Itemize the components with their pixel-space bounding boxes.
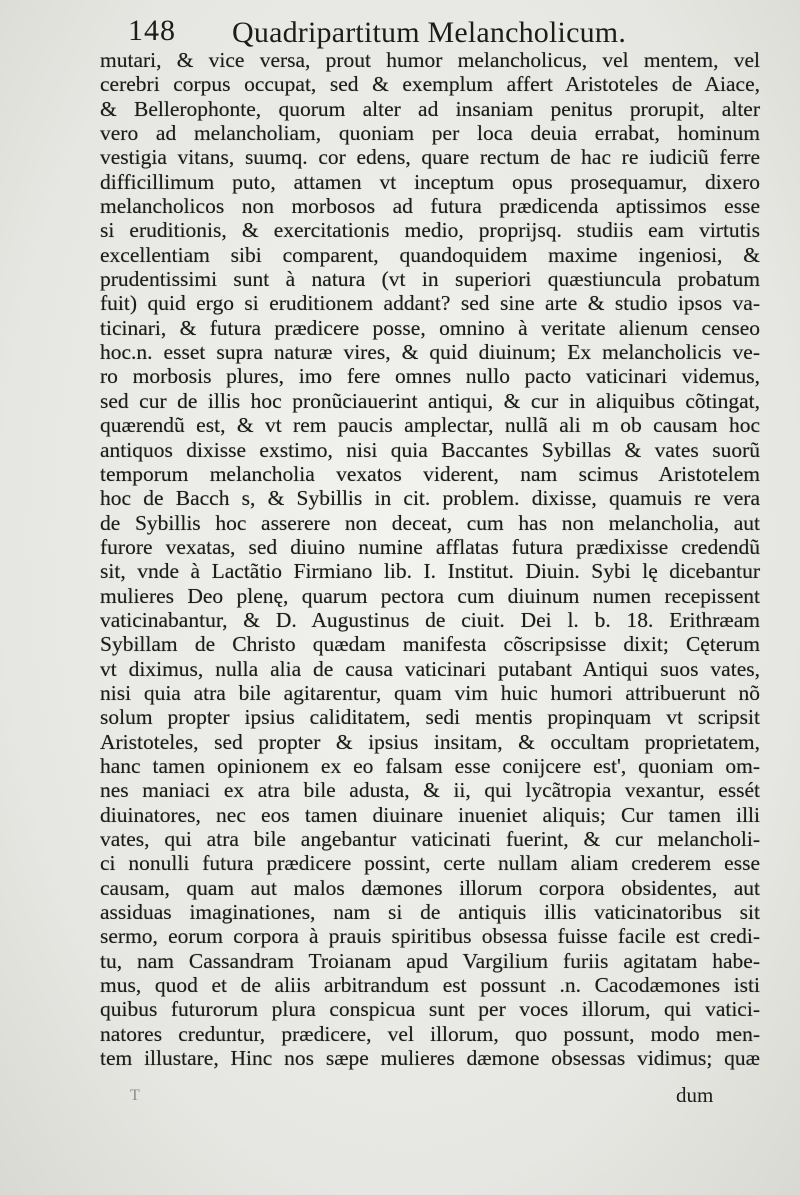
text-line: antiquos dixisse exstimo, nisi quia Baccantes Sybillas & vates suorũ bbox=[100, 437, 760, 462]
text-line: vt diximus, nulla alia de causa vaticinari putabant Antiqui suos vates, bbox=[100, 656, 760, 681]
text-line: hoc.n. esset supra naturæ vires, & quid diuinum; Ex melancholicis ve- bbox=[100, 340, 760, 365]
page-header bbox=[0, 10, 800, 52]
text-line: quibus futurorum plura conspicua sunt per voces illorum, qui vatici- bbox=[100, 997, 760, 1022]
text-line: hanc tamen opinionem ex eo falsam esse conijcere est', quoniam om- bbox=[100, 753, 760, 778]
text-line: tu, nam Cassandram Troianam apud Vargilium furiis agitatam habe- bbox=[100, 948, 760, 973]
text-line: sit, vnde à Lactãtio Firmiano lib. I. Institut. Diuin. Sybi lę dicebantur bbox=[100, 559, 760, 584]
text-line: furore vexatas, sed diuino numine afflatas futura prædixisse credendũ bbox=[100, 534, 760, 559]
text-line: causam, quam aut malos dæmones illorum corpora obsidentes, aut bbox=[100, 875, 760, 900]
catchword: dum bbox=[676, 1083, 714, 1107]
text-line: mulieres Deo plenę, quarum pectora cum diuinum numen recepissent bbox=[100, 583, 760, 608]
text-line: Aristoteles, sed propter & ipsius insitam, & occultam proprietatem, bbox=[100, 729, 760, 754]
text-line: nisi quia atra bile agitarentur, quam vim huic humori attribuerunt nõ bbox=[100, 680, 760, 705]
text-line: natores creduntur, prædicere, vel illorum, quo possunt, modo men- bbox=[100, 1021, 760, 1046]
text-line: vestigia vitans, suumq. cor edens, quare rectum de hac re iudiciũ ferre bbox=[100, 145, 760, 170]
page-number: 148 bbox=[128, 14, 176, 47]
text-line: & Bellerophonte, quorum alter ad insaniam penitus prorupit, alter bbox=[100, 96, 760, 121]
text-line: sermo, eorum corpora à prauis spiritibus obsessa fuisse facile est credi- bbox=[100, 924, 760, 949]
text-line: cerebri corpus occupat, sed & exemplum affert Aristoteles de Aiace, bbox=[100, 72, 760, 97]
text-line: vero ad melancholiam, quoniam per loca deuia errabat, hominum bbox=[100, 121, 760, 146]
text-line: hoc de Bacch s, & Sybillis in cit. problem. dixisse, quamuis re vera bbox=[100, 486, 760, 511]
text-line: solum propter ipsius caliditatem, sedi mentis propinquam vt scripsit bbox=[100, 705, 760, 730]
text-line: excellentiam sibi comparent, quandoquidem maxime ingeniosi, & bbox=[100, 242, 760, 267]
text-line: nes maniaci ex atra bile adusta, & ii, qui lycãtropia vexantur, essét bbox=[100, 778, 760, 803]
text-line: tem illustare, Hinc nos sæpe mulieres dæmone obsessas vidimus; quæ bbox=[100, 1046, 760, 1071]
text-line: sed cur de illis hoc pronũciauerint antiqui, & cur in aliquibus cõtingat, bbox=[100, 388, 760, 413]
text-line: si eruditionis, & exercitationis medio, proprijsq. studiis eam virtutis bbox=[100, 218, 760, 243]
text-line: ci nonulli futura prædicere possint, certe nullam aliam crederem esse bbox=[100, 851, 760, 876]
text-line: de Sybillis hoc asserere non deceat, cum has non melancholia, aut bbox=[100, 510, 760, 535]
text-line: assiduas imaginationes, nam si de antiquis illis vaticinatoribus sit bbox=[100, 900, 760, 925]
text-line: ticinari, & futura prædicere posse, omnino à veritate alienum censeo bbox=[100, 315, 760, 340]
text-line: difficillimum puto, attamen vt inceptum opus prosequamur, dixero bbox=[100, 169, 760, 194]
text-line: melancholicos non morbosos ad futura prædicenda aptissimos esse bbox=[100, 194, 760, 219]
text-line: ro morbosis plures, imo fere omnes nullo pacto vaticinari videmus, bbox=[100, 364, 760, 389]
text-line: fuit) quid ergo si eruditionem addant? sed sine arte & studio ipsos va- bbox=[100, 291, 760, 316]
text-line: vaticinabantur, & D. Augustinus de ciuit. Dei l. b. 18. Erithræam bbox=[100, 607, 760, 632]
text-line: Sybillam de Christo quædam manifesta cõscripsisse dixit; Cęterum bbox=[100, 632, 760, 657]
text-line: mutari, & vice versa, prout humor melancholicus, vel mentem, vel bbox=[100, 48, 760, 72]
signature-mark: T bbox=[130, 1087, 142, 1104]
text-line: temporum melancholia vexatos viderent, nam scimus Aristotelem bbox=[100, 461, 760, 486]
body-text bbox=[100, 48, 760, 1070]
text-line: quærendũ est, & vt rem paucis amplectar, nullã ali m ob causam hoc bbox=[100, 413, 760, 438]
page-footer bbox=[0, 1083, 800, 1113]
text-line: mus, quod et de aliis arbitrandum est possunt .n. Cacodæmones isti bbox=[100, 973, 760, 998]
text-line: prudentissimi sunt à natura (vt in superiori quæstiuncula probatum bbox=[100, 267, 760, 292]
text-line: vates, qui atra bile angebantur vaticinati fuerint, & cur melancholi- bbox=[100, 827, 760, 851]
text-line: diuinatores, nec eos tamen diuinare inueniet aliquis; Cur tamen illi bbox=[100, 802, 760, 827]
running-title: Quadripartitum Melancholicum. bbox=[232, 16, 627, 49]
